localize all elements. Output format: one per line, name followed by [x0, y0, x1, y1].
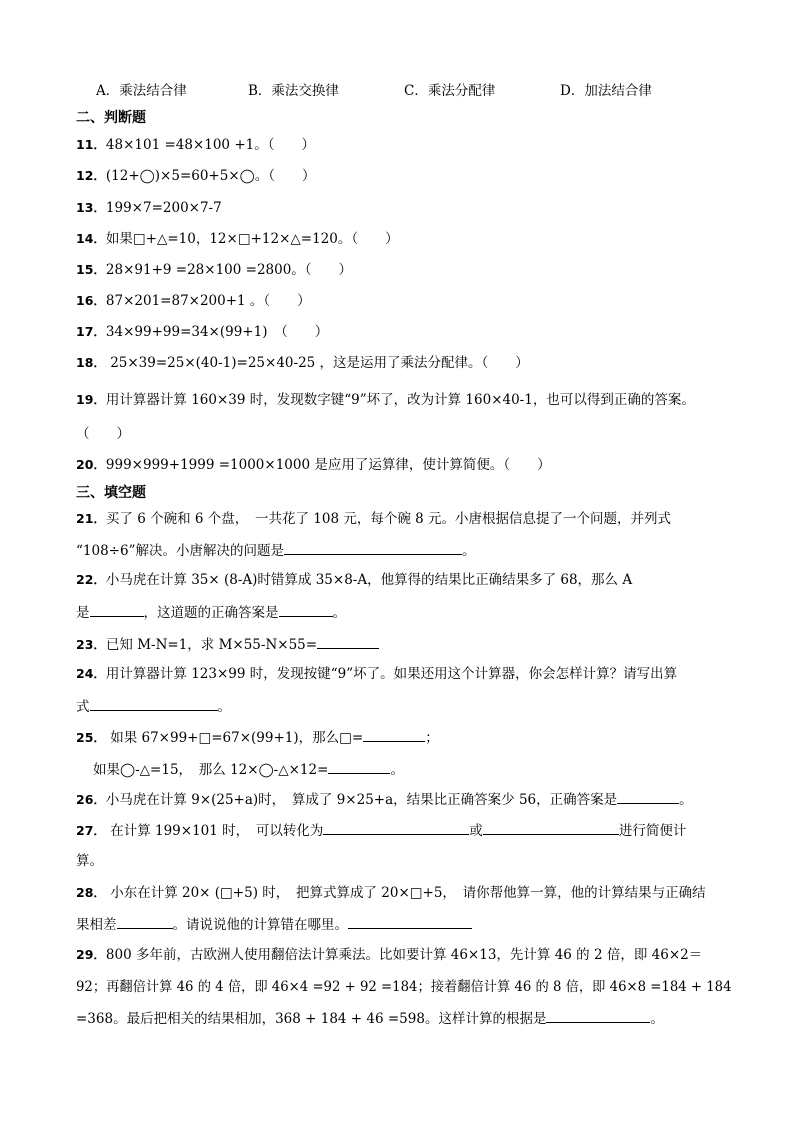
question-20: [76, 455, 551, 475]
question-12: [76, 166, 316, 186]
question-27-line2: [76, 851, 103, 871]
question-text: 用计算器计算 123×99 时，发现按键“9”坏了。如果还用这个计算器，你会怎样计算？请写出算: [105, 666, 678, 682]
question-text: ；: [425, 730, 439, 746]
answer-blank[interactable]: [317, 634, 379, 649]
question-text: 如果◯-△=15， 那么 12×◯-△×12=: [93, 762, 329, 778]
option-b: B．乘法交换律: [248, 83, 339, 99]
question-25-line2: [93, 759, 404, 780]
question-text: 用计算器计算 160×39 时，发现数字键“9”坏了，改为计算 160×40-1，也可以得到正确的答案。: [105, 392, 695, 408]
question-24-line2: [76, 696, 231, 717]
question-text: 小东在计算 20× (□+5) 时， 把算式算成了 20×□+5， 请你帮他算一算，他的计算结果与正确结: [105, 885, 706, 901]
question-number: 25．: [76, 730, 106, 745]
question-text: 800 多年前，古欧洲人使用翻倍法计算乘法。比如要计算 46×13，先计算 46 的 2 倍，即 46×2＝: [105, 947, 703, 963]
question-number: 15．: [76, 262, 106, 277]
option-a: A．乘法结合律: [96, 83, 187, 99]
question-number: 22．: [76, 572, 106, 587]
question-19: [76, 390, 695, 410]
answer-blank[interactable]: [90, 696, 218, 711]
answer-parens: （ ）: [76, 426, 130, 442]
answer-blank[interactable]: [284, 540, 462, 555]
question-28-line2: [76, 914, 472, 935]
question-29-line3: [76, 1008, 664, 1029]
question-number: 21．: [76, 511, 106, 526]
question-text: ，这道题的正确答案是: [143, 605, 279, 621]
question-15: [76, 260, 352, 280]
question-text: 买了 6 个碗和 6 个盘， 一共花了 108 元，每个碗 8 元。小唐根据信息提了一个问题，并列式: [105, 511, 672, 527]
question-text: 28×91+9 =28×100 =2800。（ ）: [105, 262, 353, 278]
question-number: 11．: [76, 137, 106, 152]
question-text: 式: [76, 699, 90, 715]
question-text: 。: [679, 792, 693, 808]
question-number: 26．: [76, 792, 106, 807]
question-text: 已知 M-N=1，求 M×55-N×55=: [105, 637, 318, 653]
question-text: 算。: [76, 853, 103, 869]
question-number: 18．: [76, 355, 106, 370]
question-text: (12+◯)×5=60+5×◯。（ ）: [105, 168, 316, 184]
question-11: [76, 135, 315, 155]
section-title-fill-blank: 三、填空题: [76, 485, 146, 501]
question-text: 。请说说他的计算错在哪里。: [172, 917, 348, 933]
question-text: 。: [390, 762, 404, 778]
question-text: 进行简便计: [618, 823, 687, 839]
question-number: 24．: [76, 666, 106, 681]
question-28: [76, 883, 706, 903]
question-13: [76, 198, 222, 218]
question-text: 999×999+1999 =1000×1000 是应用了运算律，使计算简便。（ ）: [105, 457, 551, 473]
question-text: 。: [650, 1011, 664, 1027]
question-number: 27．: [76, 823, 106, 838]
question-27: [76, 820, 686, 841]
question-text: 小马虎在计算 9×(25+a)时， 算成了 9×25+a，结果比正确答案少 56，正确答案是: [105, 792, 618, 808]
section-title-judgement: 二、判断题: [76, 110, 146, 126]
question-text: 在计算 199×101 时， 可以转化为: [105, 823, 324, 839]
answer-blank[interactable]: [323, 820, 469, 835]
question-text: 25×39=25×(40-1)=25×40-25 ，这是运用了乘法分配律。（ ）: [105, 355, 529, 371]
question-18: [76, 353, 529, 373]
answer-blank[interactable]: [483, 820, 619, 835]
question-number: 13．: [76, 200, 106, 215]
question-number: 23．: [76, 637, 106, 652]
question-text: 。: [217, 699, 231, 715]
question-text: 。: [332, 605, 346, 621]
question-text: 92；再翻倍计算 46 的 4 倍，即 46×4 =92 + 92 =184；接着翻倍计算 46 的 8 倍，即 46×8 =184 + 184: [76, 979, 732, 995]
question-17: [76, 322, 328, 342]
question-23: [76, 634, 379, 655]
question-16: [76, 291, 311, 311]
question-number: 12．: [76, 168, 106, 183]
question-25: [76, 727, 439, 748]
question-text: 小马虎在计算 35× (8-A)时错算成 35×8-A，他算得的结果比正确结果多了 68，那么 A: [105, 572, 633, 588]
question-22: [76, 570, 632, 590]
question-text: 或: [469, 823, 483, 839]
question-number: 19．: [76, 392, 106, 407]
question-number: 28．: [76, 885, 106, 900]
question-text: 。: [461, 543, 476, 559]
question-text: 是: [76, 605, 90, 621]
answer-blank[interactable]: [546, 1008, 650, 1023]
question-number: 14．: [76, 231, 106, 246]
answer-blank[interactable]: [279, 602, 333, 617]
question-number: 16．: [76, 293, 106, 308]
question-19-line2: [76, 424, 130, 444]
question-number: 20．: [76, 457, 106, 472]
question-26: [76, 789, 693, 810]
question-text: “108÷6”解决。小唐解决的问题是: [76, 543, 284, 559]
question-24: [76, 664, 677, 684]
question-text: 如果 67×99+□=67×(99+1)，那么□=: [105, 730, 364, 746]
answer-blank[interactable]: [117, 914, 173, 929]
answer-blank[interactable]: [617, 789, 679, 804]
answer-blank[interactable]: [348, 914, 472, 929]
question-22-line2: [76, 602, 346, 623]
option-d: D．加法结合律: [560, 83, 652, 99]
question-21-line2: [76, 540, 475, 561]
question-number: 29．: [76, 947, 106, 962]
question-21: [76, 509, 671, 529]
answer-blank[interactable]: [90, 602, 144, 617]
question-text: 199×7=200×7-7: [105, 200, 222, 216]
answer-blank[interactable]: [363, 727, 425, 742]
question-29-line2: [76, 977, 732, 997]
question-14: [76, 229, 399, 249]
question-text: 87×201=87×200+1 。（ ）: [105, 293, 311, 309]
question-number: 17．: [76, 324, 106, 339]
option-c: C．乘法分配律: [404, 83, 496, 99]
question-text: 48×101 =48×100 +1。（ ）: [105, 137, 315, 153]
question-text: 34×99+99=34×(99+1) （ ）: [105, 324, 329, 340]
question-text: =368。最后把相关的结果相加，368 + 184 + 46 =598。这样计算的根据是: [76, 1011, 547, 1027]
answer-blank[interactable]: [328, 759, 390, 774]
question-text: 如果□+△=10，12×□+12×△=120。（ ）: [105, 231, 399, 247]
question-29: [76, 945, 702, 965]
question-text: 果相差: [76, 917, 117, 933]
